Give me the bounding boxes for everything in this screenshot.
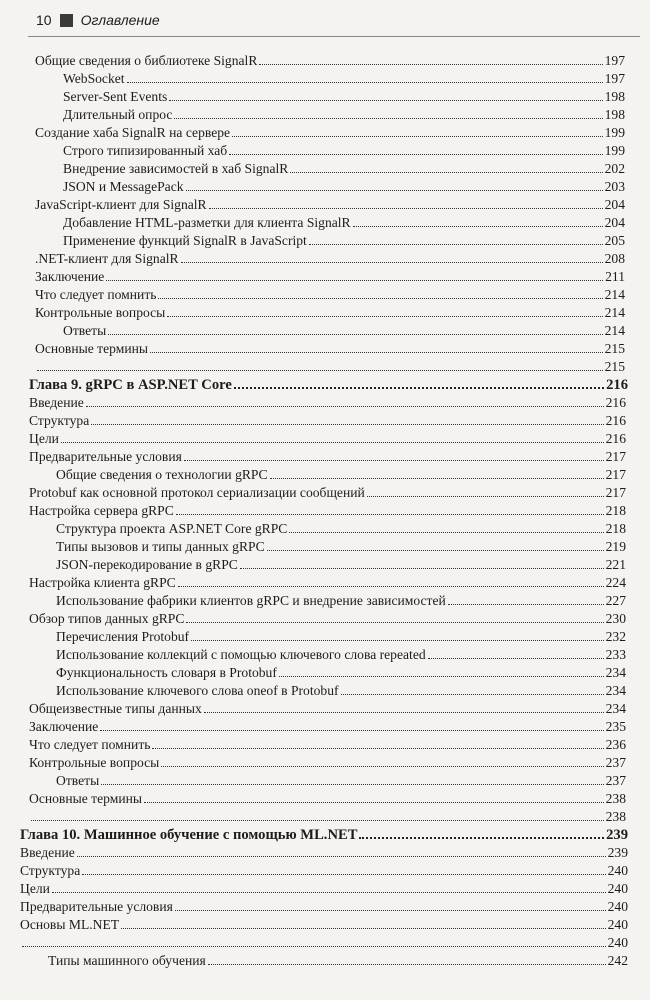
dot-leader	[186, 190, 603, 191]
toc-entry-title: Создание хаба SignalR на сервере	[35, 125, 231, 140]
dot-leader	[22, 946, 606, 947]
toc-entry	[29, 430, 626, 447]
toc-entry-title: Основные термины	[35, 341, 149, 356]
toc-entry	[48, 952, 628, 969]
toc-entry-title: Длительный опрос	[63, 107, 173, 122]
toc-entry	[63, 232, 625, 249]
toc-page-number: 216	[606, 377, 628, 393]
toc-entry	[29, 736, 626, 753]
toc-entry-title: Глава 10. Машинное обучение с помощью ML.NET	[20, 827, 358, 843]
dot-leader	[167, 316, 602, 317]
toc-entry	[29, 448, 626, 465]
toc-page-number: 198	[604, 89, 625, 104]
toc-page-number: 218	[605, 521, 626, 536]
dot-leader	[309, 244, 603, 245]
dot-leader	[240, 568, 604, 569]
toc-entry	[63, 178, 625, 195]
toc-entry	[29, 700, 626, 717]
toc-entry	[63, 88, 625, 105]
toc-entry	[56, 664, 626, 681]
toc-entry-title: Предварительные условия	[29, 449, 182, 464]
toc-page-number: 219	[605, 539, 626, 554]
dot-leader	[127, 82, 603, 83]
toc-page-number: 216	[605, 431, 626, 446]
toc-entry-title: Введение	[20, 845, 75, 860]
toc-entry	[56, 646, 626, 663]
toc-entry-title: Строго типизированный хаб	[63, 143, 228, 158]
toc-entry-title: Заключение	[29, 719, 99, 734]
toc-entry	[63, 322, 625, 339]
dot-leader	[176, 514, 604, 515]
dot-leader	[204, 712, 604, 713]
toc-entry	[63, 106, 625, 123]
toc-entry	[35, 124, 625, 141]
dot-leader	[191, 640, 604, 641]
dot-leader	[52, 892, 606, 893]
toc-entry-title: Внедрение зависимостей в хаб SignalR	[63, 161, 289, 176]
toc-page-number: 236	[605, 737, 626, 752]
dot-leader	[186, 622, 603, 623]
toc-page-number: 211	[605, 269, 625, 284]
toc-page-number: 208	[604, 251, 625, 266]
toc-entry	[29, 574, 626, 591]
dot-leader	[121, 928, 606, 929]
dot-leader	[229, 154, 602, 155]
toc-entry	[29, 790, 626, 807]
dot-leader	[232, 136, 603, 137]
toc-page-number: 199	[604, 143, 625, 158]
dot-leader	[353, 226, 603, 227]
dot-leader	[359, 837, 604, 839]
toc-entry	[20, 916, 628, 933]
toc-page-number: 205	[604, 233, 625, 248]
toc-entry-title: Перечисления Protobuf	[56, 629, 190, 644]
toc-entry-title: Настройка клиента gRPC	[29, 575, 176, 590]
toc-entry-title: Типы вызовов и типы данных gRPC	[56, 539, 265, 554]
toc-page-number: 227	[605, 593, 626, 608]
toc-entry-title: Использование коллекций с помощью ключевого слова repeated	[56, 647, 426, 662]
dot-leader	[169, 100, 602, 101]
toc-page-number: 198	[604, 107, 625, 122]
toc-entry-title: Структура проекта ASP.NET Core gRPC	[56, 521, 288, 536]
toc-entry	[20, 934, 628, 951]
toc-entry	[35, 304, 625, 321]
toc-entry	[56, 466, 626, 483]
toc-entry-title: .NET-клиент для SignalR	[35, 251, 179, 266]
toc-entry-title: JSON и MessagePack	[63, 179, 184, 194]
toc-entry-title: Общие сведения о технологии gRPC	[56, 467, 268, 482]
toc-entry	[35, 196, 625, 213]
dot-leader	[106, 280, 603, 281]
toc-page-number: 237	[605, 755, 626, 770]
toc-page-number: 235	[605, 719, 626, 734]
toc-entry-title: Общеизвестные типы данных	[29, 701, 202, 716]
toc-page-number: 202	[604, 161, 625, 176]
toc-page-number: 203	[604, 179, 625, 194]
toc-page-number: 214	[604, 287, 625, 302]
toc-entry-title: Основные термины	[29, 791, 143, 806]
toc-entry	[35, 52, 625, 69]
toc-entry-title: Глава 9. gRPC в ASP.NET Core	[29, 377, 232, 393]
toc-entry-title: Структура	[29, 413, 90, 428]
toc-page-number: 216	[605, 413, 626, 428]
toc-page-number: 204	[604, 215, 625, 230]
toc-entry	[35, 250, 625, 267]
toc-entry-title: Цели	[29, 431, 59, 446]
toc-entry	[29, 610, 626, 627]
toc-page-number: 238	[605, 809, 626, 824]
toc-page-number: 233	[605, 647, 626, 662]
dot-leader	[31, 820, 604, 821]
dot-leader	[289, 532, 603, 533]
toc-entry-title: Использование ключевого слова oneof в Protobuf	[56, 683, 339, 698]
toc-entry-title: WebSocket	[63, 71, 125, 86]
toc-entry	[56, 538, 626, 555]
toc-entry-title: Контрольные вопросы	[29, 755, 160, 770]
dot-leader	[100, 730, 603, 731]
toc-entry	[20, 862, 628, 879]
dot-leader	[161, 766, 603, 767]
toc-page-number: 239	[606, 827, 628, 843]
dot-leader	[37, 370, 603, 371]
dot-leader	[175, 910, 606, 911]
toc-entry-title: Использование фабрики клиентов gRPC и внедрение зависимостей	[56, 593, 446, 608]
toc-page-number: 214	[604, 305, 625, 320]
toc-entry	[29, 808, 626, 825]
toc-entry	[29, 754, 626, 771]
toc-entry	[35, 358, 625, 375]
toc-page-number: 215	[604, 341, 625, 356]
toc-entry-title: Предварительные условия	[20, 899, 173, 914]
dot-leader	[82, 874, 605, 875]
toc-page-number: 240	[607, 899, 628, 914]
dot-leader	[341, 694, 604, 695]
toc-entry	[35, 340, 625, 357]
toc-entry	[20, 898, 628, 915]
toc-entry	[29, 412, 626, 429]
toc-entry-title: Ответы	[56, 773, 100, 788]
toc-entry	[29, 718, 626, 735]
toc-entry-title: Типы машинного обучения	[48, 953, 206, 968]
toc-entry-title: Что следует помнить	[29, 737, 151, 752]
toc-entry	[63, 142, 625, 159]
toc-page-number: 234	[605, 701, 626, 716]
toc-page-number: 217	[605, 449, 626, 464]
toc-page-number: 240	[607, 917, 628, 932]
toc-entry-title: Контрольные вопросы	[35, 305, 166, 320]
dot-leader	[234, 387, 604, 389]
toc-page-number: 217	[605, 467, 626, 482]
toc-page-number: 238	[605, 791, 626, 806]
dot-leader	[208, 964, 606, 965]
toc-page-number: 234	[605, 665, 626, 680]
dot-leader	[367, 496, 604, 497]
dot-leader	[279, 676, 604, 677]
dot-leader	[91, 424, 603, 425]
toc-page-number: 197	[604, 53, 625, 68]
dot-leader	[290, 172, 602, 173]
dot-leader	[448, 604, 604, 605]
toc-entry-title: JSON-перекодирование в gRPC	[56, 557, 238, 572]
toc-entry-title: Обзор типов данных gRPC	[29, 611, 185, 626]
dot-leader	[174, 118, 602, 119]
toc-page-number: 214	[604, 323, 625, 338]
toc-entry	[35, 286, 625, 303]
toc-page-number: 216	[605, 395, 626, 410]
dot-leader	[108, 334, 602, 335]
dot-leader	[209, 208, 603, 209]
dot-leader	[152, 748, 603, 749]
toc-entry-title: Protobuf как основной протокол сериализации сообщений	[29, 485, 365, 500]
toc-page-number: 230	[605, 611, 626, 626]
toc-entry-title: Введение	[29, 395, 84, 410]
toc-page-number: 224	[605, 575, 626, 590]
toc-entry	[63, 160, 625, 177]
toc-entry-title: Добавление HTML-разметки для клиента SignalR	[63, 215, 351, 230]
toc-entry	[56, 682, 626, 699]
toc-entry	[35, 268, 625, 285]
toc-entry-title: Настройка сервера gRPC	[29, 503, 174, 518]
toc-page-number: 217	[605, 485, 626, 500]
toc-page-number: 221	[605, 557, 626, 572]
dot-leader	[158, 298, 602, 299]
dot-leader	[101, 784, 603, 785]
toc-page-number: 199	[604, 125, 625, 140]
toc-entry	[56, 520, 626, 537]
toc-entry	[63, 214, 625, 231]
dot-leader	[61, 442, 604, 443]
dot-leader	[150, 352, 603, 353]
toc-page-number: 215	[604, 359, 625, 374]
toc-page-number: 239	[607, 845, 628, 860]
toc-entry-title: Общие сведения о библиотеке SignalR	[35, 53, 258, 68]
page-number: 10	[36, 12, 52, 28]
toc-page-number: 234	[605, 683, 626, 698]
toc-entry-title: Применение функций SignalR в JavaScript	[63, 233, 307, 248]
toc-page-number: 232	[605, 629, 626, 644]
toc-page-number: 242	[607, 953, 628, 968]
toc-page-number: 237	[605, 773, 626, 788]
dot-leader	[428, 658, 604, 659]
dot-leader	[270, 478, 604, 479]
toc-page-number: 240	[607, 935, 628, 950]
toc-entry	[20, 844, 628, 861]
dot-leader	[144, 802, 604, 803]
chapter-heading	[29, 376, 628, 393]
toc-page-number: 204	[604, 197, 625, 212]
toc-entry-title: Цели	[20, 881, 50, 896]
dot-leader	[178, 586, 604, 587]
running-title: Оглавление	[80, 12, 160, 28]
toc-entry-title: Функциональность словаря в Protobuf	[56, 665, 277, 680]
toc-entry	[29, 502, 626, 519]
toc-entry	[29, 484, 626, 501]
dot-leader	[77, 856, 606, 857]
toc-entry	[56, 556, 626, 573]
toc-entry	[20, 880, 628, 897]
dot-leader	[267, 550, 604, 551]
toc-entry	[29, 394, 626, 411]
toc-entry-title: Ответы	[63, 323, 107, 338]
toc-entry-title: Основы ML.NET	[20, 917, 120, 932]
toc-entry	[56, 592, 626, 609]
toc-page-number: 197	[604, 71, 625, 86]
toc-entry-title: Что следует помнить	[35, 287, 157, 302]
dot-leader	[184, 460, 604, 461]
toc-page-number: 240	[607, 881, 628, 896]
toc-entry-title: Заключение	[35, 269, 105, 284]
chapter-heading	[20, 826, 628, 843]
dot-leader	[86, 406, 604, 407]
toc-entry	[56, 772, 626, 789]
dot-leader	[181, 262, 603, 263]
toc-entry	[63, 70, 625, 87]
toc-page-number: 218	[605, 503, 626, 518]
toc-entry-title: Структура	[20, 863, 81, 878]
dot-leader	[259, 64, 602, 65]
toc-entry-title: Server-Sent Events	[63, 89, 168, 104]
toc-page-number: 240	[607, 863, 628, 878]
toc-entry	[56, 628, 626, 645]
toc-entry-title: JavaScript-клиент для SignalR	[35, 197, 207, 212]
